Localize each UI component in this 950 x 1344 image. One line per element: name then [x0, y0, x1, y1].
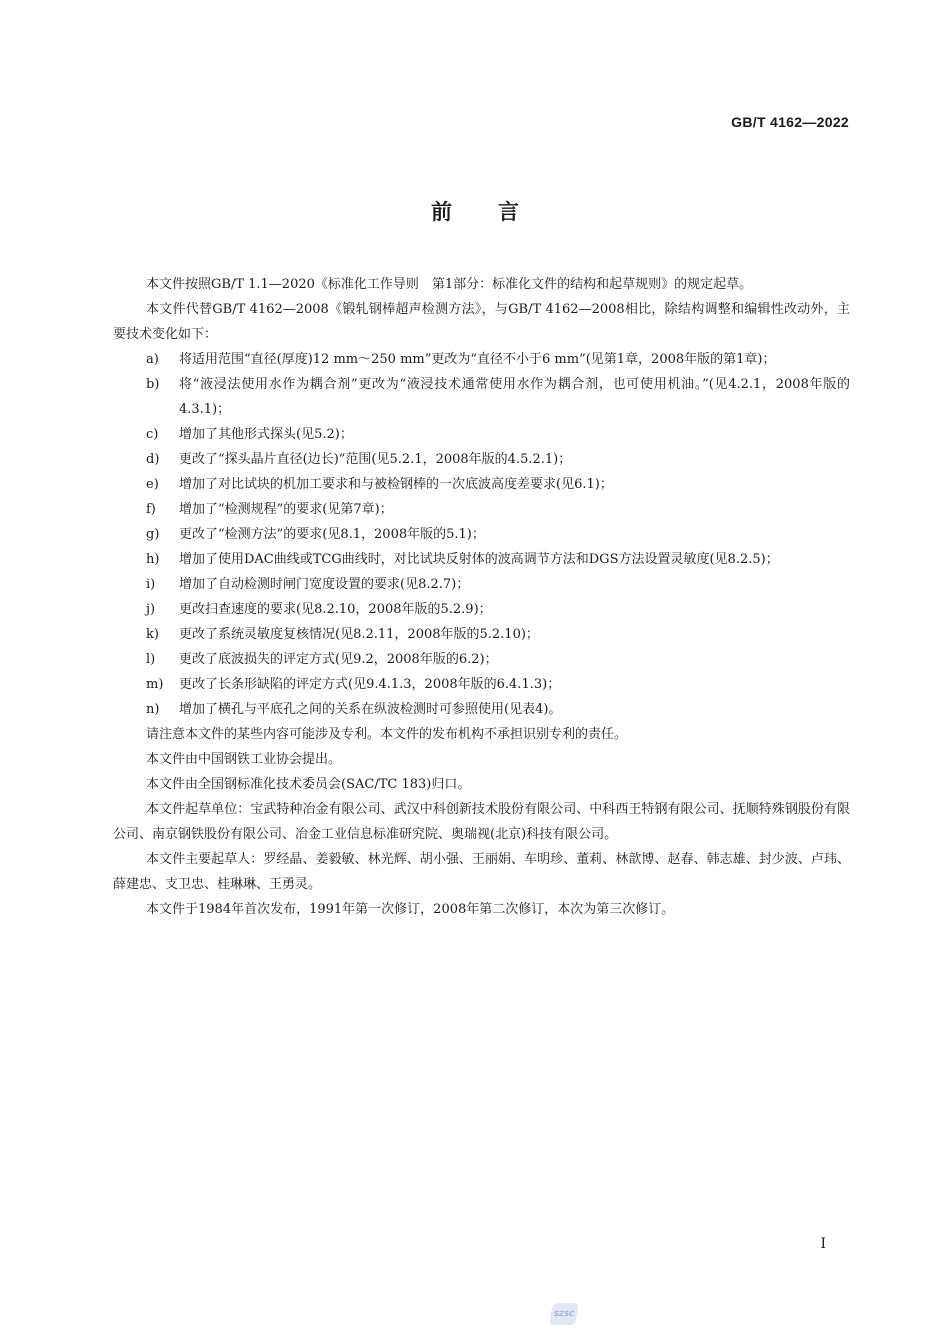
list-item-label: m) [146, 677, 164, 692]
list-item [113, 547, 850, 572]
list-item-text: 将适用范围“直径(厚度)12 mm～250 mm”更改为“直径不小于6 mm”(见第1章，2008年版的第1章)； [179, 352, 776, 367]
list-item [113, 372, 850, 422]
list-item-text: 更改了底波损失的评定方式(见9.2，2008年版的6.2)； [179, 652, 498, 667]
list-item-text: 将“液浸法使用水作为耦合剂”更改为“液浸技术通常使用水作为耦合剂，也可使用机油。”(见4.2.1，2008年版的4.3.1)； [179, 377, 850, 417]
list-item-label: e) [146, 477, 159, 492]
list-item-label: g) [146, 527, 160, 542]
list-item-text: 增加了“检测规程”的要求(见第7章)； [179, 502, 393, 517]
list-item-label: a) [146, 352, 159, 367]
list-item-label: c) [146, 427, 159, 442]
document-body [113, 272, 850, 922]
document-code: GB/T 4162—2022 [731, 114, 849, 130]
intro-paragraph-2: 本文件代替GB/T 4162—2008《锻轧钢棒超声检测方法》，与GB/T 4162—2008相比，除结构调整和编辑性改动外，主要技术变化如下： [113, 302, 850, 342]
list-item [113, 697, 850, 722]
list-item-text: 增加了对比试块的机加工要求和与被检钢棒的一次底波高度差要求(见6.1)； [179, 477, 613, 492]
list-item-text: 增加了自动检测时闸门宽度设置的要求(见8.2.7)； [179, 577, 470, 592]
list-item-text: 增加了使用DAC曲线或TCG曲线时，对比试块反射体的波高调节方法和DGS方法设置灵敏度(见8.2.5)； [179, 552, 779, 567]
list-item [113, 622, 850, 647]
revision-history: 本文件于1984年首次发布，1991年第一次修订，2008年第二次修订，本次为第三次修订。 [146, 902, 675, 917]
list-item-label: b) [146, 377, 160, 392]
list-item [113, 672, 850, 697]
list-item [113, 472, 850, 497]
intro-paragraph-1: 本文件按照GB/T 1.1—2020《标准化工作导则 第1部分：标准化文件的结构和起草规则》的规定起草。 [146, 277, 753, 292]
list-item-label: k) [146, 627, 159, 642]
list-item [113, 422, 850, 447]
page-title: 前言 [431, 200, 565, 224]
committee-statement: 本文件由全国钢标准化技术委员会(SAC/TC 183)归口。 [146, 777, 471, 792]
drafters: 本文件主要起草人：罗经晶、姜毅敏、林光辉、胡小强、王丽娟、车明珍、董莉、林歆博、赵春、韩志雄、封少波、卢玮、薛建忠、支卫忠、桂琳琳、王勇灵。 [113, 852, 850, 892]
list-item [113, 597, 850, 622]
list-item-text: 更改扫查速度的要求(见8.2.10，2008年版的5.2.9)； [179, 602, 492, 617]
watermark-logo: SZSC [549, 1303, 579, 1325]
page-number: I [820, 1236, 826, 1252]
list-item-text: 更改了“探头晶片直径(边长)”范围(见5.2.1，2008年版的4.5.2.1)； [179, 452, 572, 467]
list-item [113, 572, 850, 597]
list-item-text: 更改了系统灵敏度复核情况(见8.2.11，2008年版的5.2.10)； [179, 627, 539, 642]
list-item [113, 347, 850, 372]
drafting-units: 本文件起草单位：宝武特种冶金有限公司、武汉中科创新技术股份有限公司、中科西王特钢有限公司、抚顺特殊钢股份有限公司、南京钢铁股份有限公司、冶金工业信息标准研究院、奥瑞视(北京)科技有限公司。 [113, 802, 850, 842]
list-item [113, 447, 850, 472]
list-item-label: i) [146, 577, 156, 592]
list-item-text: 更改了“检测方法”的要求(见8.1，2008年版的5.1)； [179, 527, 485, 542]
patent-notice: 请注意本文件的某些内容可能涉及专利。本文件的发布机构不承担识别专利的责任。 [146, 727, 628, 742]
list-item-label: l) [146, 652, 156, 667]
list-item [113, 522, 850, 547]
list-item-label: h) [146, 552, 160, 567]
list-item-text: 增加了其他形式探头(见5.2)； [179, 427, 353, 442]
list-item-label: n) [146, 702, 160, 717]
list-item [113, 497, 850, 522]
list-item-text: 更改了长条形缺陷的评定方式(见9.4.1.3，2008年版的6.4.1.3)； [179, 677, 561, 692]
list-item-text: 增加了横孔与平底孔之间的关系在纵波检测时可参照使用(见表4)。 [179, 702, 562, 717]
list-item-label: d) [146, 452, 160, 467]
proposer-statement: 本文件由中国钢铁工业协会提出。 [146, 752, 342, 767]
list-item-label: f) [146, 502, 156, 517]
change-list [113, 347, 850, 722]
list-item [113, 647, 850, 672]
list-item-label: j) [146, 602, 156, 617]
